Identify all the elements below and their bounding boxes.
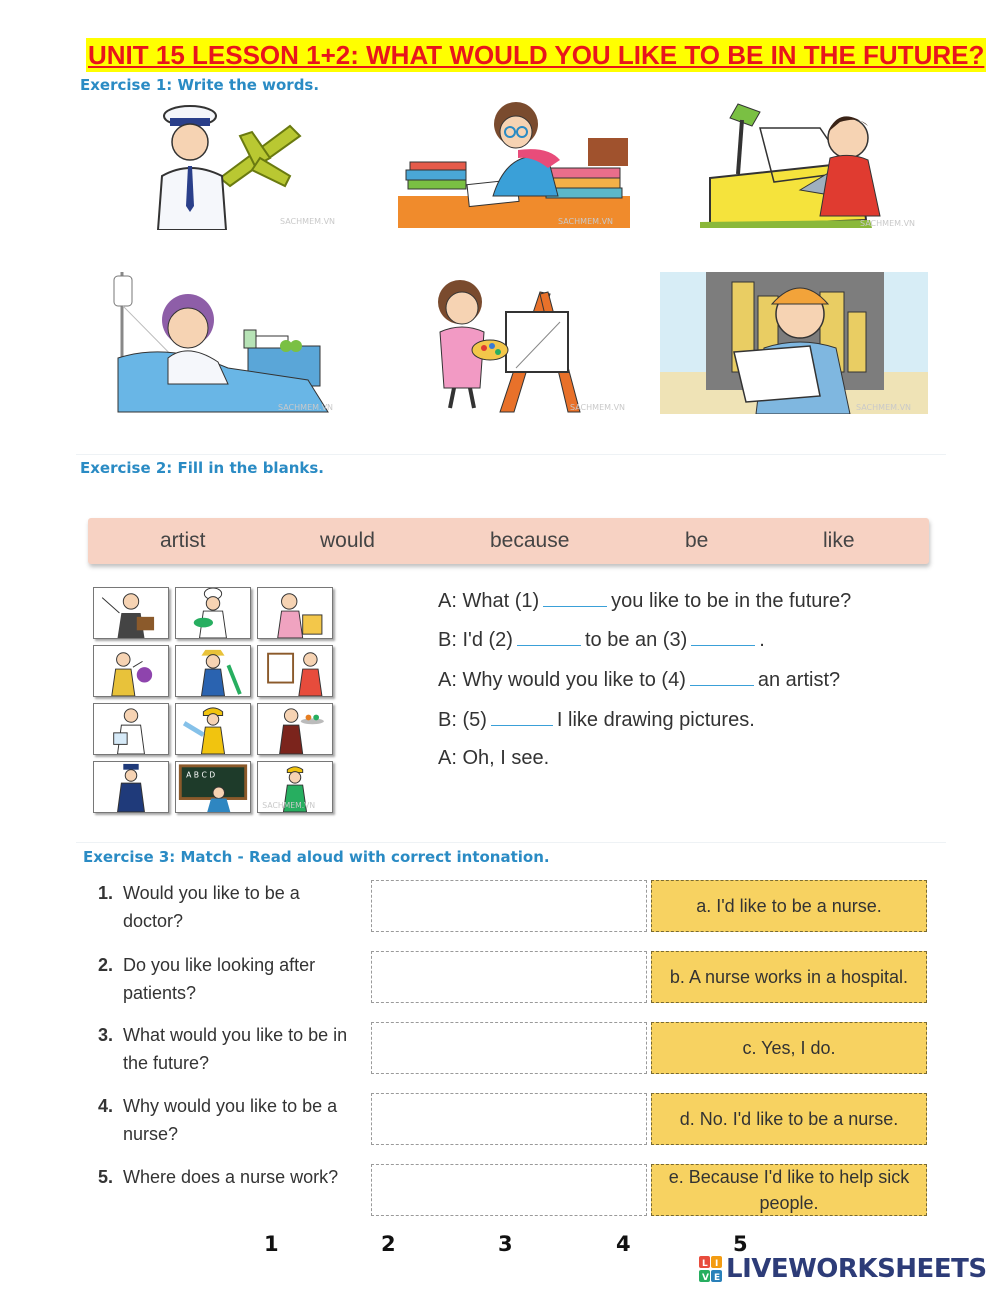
blank-input-1[interactable] (543, 585, 607, 607)
picture-writer (398, 98, 658, 230)
match-answer-e[interactable]: e. Because I'd like to help sick people. (651, 1164, 927, 1216)
svg-text:SACHMEM.VN: SACHMEM.VN (558, 217, 614, 226)
question-number: 5. (98, 1167, 114, 1187)
answer-number-label: 2 (381, 1232, 396, 1256)
airplane-icon (220, 126, 300, 186)
page-title: UNIT 15 LESSON 1+2: WHAT WOULD YOU LIKE TO BE IN THE FUTURE? (88, 40, 985, 70)
answer-number-label: 1 (264, 1232, 279, 1256)
question-text: Would you like to be a doctor? (123, 883, 300, 931)
liveworksheets-logo (698, 1252, 994, 1286)
blank-input-5[interactable] (491, 704, 553, 726)
dialogue-text: to be an (3) (584, 629, 688, 651)
answer-number-label: 4 (616, 1232, 631, 1256)
farmer-icon (175, 645, 251, 697)
worker-icon (257, 761, 333, 813)
question-text: What would you like to be in the future? (123, 1025, 348, 1073)
painter-icon (257, 645, 333, 697)
dialogue-text: an artist? (757, 669, 841, 691)
dialogue-text: you like to be in the future? (611, 590, 852, 612)
match-drop-zone-4[interactable] (371, 1093, 647, 1145)
dialogue-text: B: (5) (438, 709, 487, 731)
question-number: 1. (98, 883, 114, 903)
chef-icon (175, 587, 251, 639)
shop-assistant-icon (257, 587, 333, 639)
exercise-3-heading: Exercise 3: Match - Read aloud with correct intonation. (83, 848, 550, 866)
dialogue-text: B: I'd (2) (438, 629, 513, 651)
match-drop-zone-1[interactable] (371, 880, 647, 932)
exercise-1-heading: Exercise 1: Write the words. (80, 76, 320, 94)
svg-text:I: I (715, 1259, 719, 1269)
match-drop-zone-3[interactable] (371, 1022, 647, 1074)
picture-engineer (660, 272, 928, 414)
svg-text:SACHMEM.VN: SACHMEM.VN (280, 217, 336, 226)
dialogue-line-4 (438, 704, 755, 732)
question-text: Why would you like to be a nurse? (123, 1096, 338, 1144)
police-officer-icon (93, 761, 169, 813)
svg-text:SACHMEM.VN: SACHMEM.VN (856, 403, 912, 412)
school-teacher-icon (175, 761, 251, 813)
firefighter-icon (175, 703, 251, 755)
svg-text:E: E (714, 1273, 721, 1283)
jobs-picture-grid (93, 587, 337, 815)
svg-text:L: L (702, 1259, 708, 1269)
question-text: Where does a nurse work? (123, 1167, 339, 1187)
word-bank-item[interactable]: like (823, 529, 855, 552)
dialogue-line-2 (438, 624, 765, 652)
dialogue-text: I like drawing pictures. (556, 709, 755, 731)
svg-text:SACHMEM.VN: SACHMEM.VN (278, 403, 334, 412)
match-answer-c[interactable]: c. Yes, I do. (651, 1022, 927, 1074)
word-bank (88, 518, 929, 564)
question-number: 4. (98, 1096, 114, 1116)
dialogue-text: . (759, 629, 765, 651)
logo-badge-icon (698, 1252, 724, 1286)
blank-input-2[interactable] (517, 624, 581, 646)
dialogue-line-5 (438, 744, 549, 772)
answer-number-label: 5 (733, 1232, 748, 1256)
picture-architect (700, 98, 946, 230)
dialogue-line-3 (438, 664, 840, 692)
word-bank-item[interactable]: be (685, 529, 709, 552)
svg-text:SACHMEM.VN: SACHMEM.VN (262, 801, 316, 811)
match-drop-zone-2[interactable] (371, 951, 647, 1003)
question-number: 2. (98, 955, 114, 975)
question-text: Do you like looking after patients? (123, 955, 316, 1003)
svg-text:SACHMEM.VN: SACHMEM.VN (860, 219, 916, 228)
dialogue-text: A: What (1) (438, 590, 540, 612)
dialogue-line-1 (438, 585, 851, 613)
word-bank-item[interactable]: because (490, 529, 570, 552)
doctor-icon (93, 703, 169, 755)
teacher-icon (93, 587, 169, 639)
picture-artist (430, 272, 645, 414)
match-drop-zone-5[interactable] (371, 1164, 647, 1216)
match-answer-b[interactable]: b. A nurse works in a hospital. (651, 951, 927, 1003)
waiter-icon (257, 703, 333, 755)
question-number: 3. (98, 1025, 114, 1045)
dialogue-text: A: Oh, I see. (438, 747, 550, 769)
hairdresser-icon (93, 645, 169, 697)
picture-pilot (140, 96, 370, 230)
word-bank-item[interactable]: would (320, 529, 375, 552)
logo-text: LIVEWORKSHEETS (726, 1254, 987, 1284)
blank-input-4[interactable] (690, 664, 754, 686)
svg-text:A B C D: A B C D (186, 770, 216, 780)
dialogue-text: A: Why would you like to (4) (438, 669, 686, 691)
answer-number-label: 3 (498, 1232, 513, 1256)
match-answer-d[interactable]: d. No. I'd like to be a nurse. (651, 1093, 927, 1145)
match-answer-a[interactable]: a. I'd like to be a nurse. (651, 880, 927, 932)
word-bank-item[interactable]: artist (160, 529, 206, 552)
svg-text:V: V (702, 1273, 709, 1283)
blank-input-3[interactable] (691, 624, 755, 646)
exercise-2-heading: Exercise 2: Fill in the blanks. (80, 459, 324, 477)
picture-patient (108, 272, 338, 414)
svg-text:SACHMEM.VN: SACHMEM.VN (570, 403, 626, 412)
